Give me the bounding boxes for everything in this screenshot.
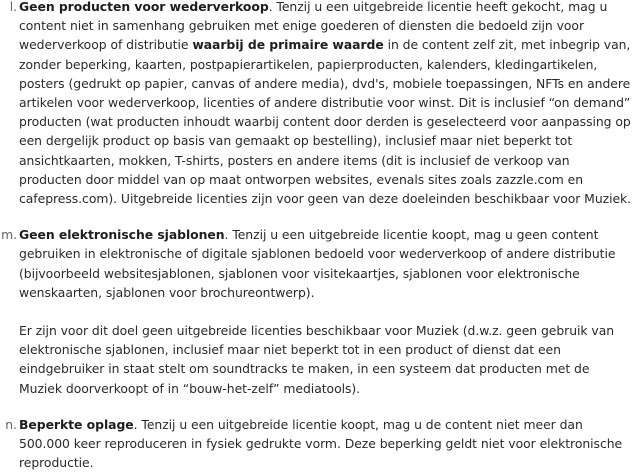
clause-emphasis: waarbij de primaire waarde <box>192 37 384 53</box>
clause-paragraph <box>19 321 634 398</box>
list-marker: l. <box>9 0 17 14</box>
clause-text: . Tenzij u een uitgebreide licentie heeft gekocht, mag u content niet in samenhang gebruiken met enige goederen of diensten die bedoeld zijn voor wederverkoop of distributie <box>19 0 608 53</box>
clause-item-n <box>0 415 640 472</box>
clause-text: in de content zelf zit, met inbegrip van, zonder beperking, kaarten, postpapierartikelen, papierproducten, kalenders, kledingartikelen, posters (gedrukt op papier, canvas of andere media), dvd's, mobiele toepassingen, NFTs en andere artikelen voor wederverkoop, licenties of andere distributie voor winst. Dit is inclusief “on demand” producten (wat producten inhoudt waarbij content door derden is geselecteerd voor aanpassing op een dergelijk product op basis van gemaakt op bestelling), inclusief maar niet beperkt tot ansichtkaarten, mokken, T-shirts, posters en andere items (dit is inclusief de verkoop van producten door middel van op maat ontworpen websites, evenals sites zoals zazzle.com en cafepress.com). Uitgebreide licenties zijn voor geen van deze doeleinden beschikbaar voor Muziek. <box>19 37 632 207</box>
list-marker: m. <box>1 227 17 243</box>
clause-text: . Tenzij u een uitgebreide licentie koopt, mag u geen content gebruiken in elektronische of digitale sjablonen bedoeld voor wederverkoop of andere distributie (bijvoorbeeld websitesjablonen, sjablonen voor visitekaartjes, sjablonen voor elektronische wenskaarten, sjablonen voor brochureontwerp). <box>19 227 616 300</box>
clause-title: Beperkte oplage <box>19 416 134 432</box>
clause-title: Geen producten voor wederverkoop <box>19 0 269 14</box>
clause-item-m <box>0 225 640 398</box>
clause-text: . Tenzij u een uitgebreide licentie koopt, mag u de content niet meer dan 500.000 keer reproduceren in fysiek gedrukte vorm. Deze beperking geldt niet voor elektronische reproductie. <box>19 416 623 471</box>
clause-paragraph <box>19 225 634 302</box>
list-marker: n. <box>5 416 17 432</box>
clause-paragraph <box>19 0 634 208</box>
clause-paragraph <box>19 415 634 472</box>
clause-item-l <box>0 0 640 208</box>
clause-text: Er zijn voor dit doel geen uitgebreide licenties beschikbaar voor Muziek (d.w.z. geen gebruik van elektronische sjablonen, inclusief maar niet beperkt tot in een product of dienst dat een eindgebruiker in staat stelt om soundtracks te maken, in een systeem dat producten met de Muziek doorverkoopt of in “bouw-het-zelf” mediatools). <box>19 323 615 396</box>
clause-title: Geen elektronische sjablonen <box>19 227 225 243</box>
